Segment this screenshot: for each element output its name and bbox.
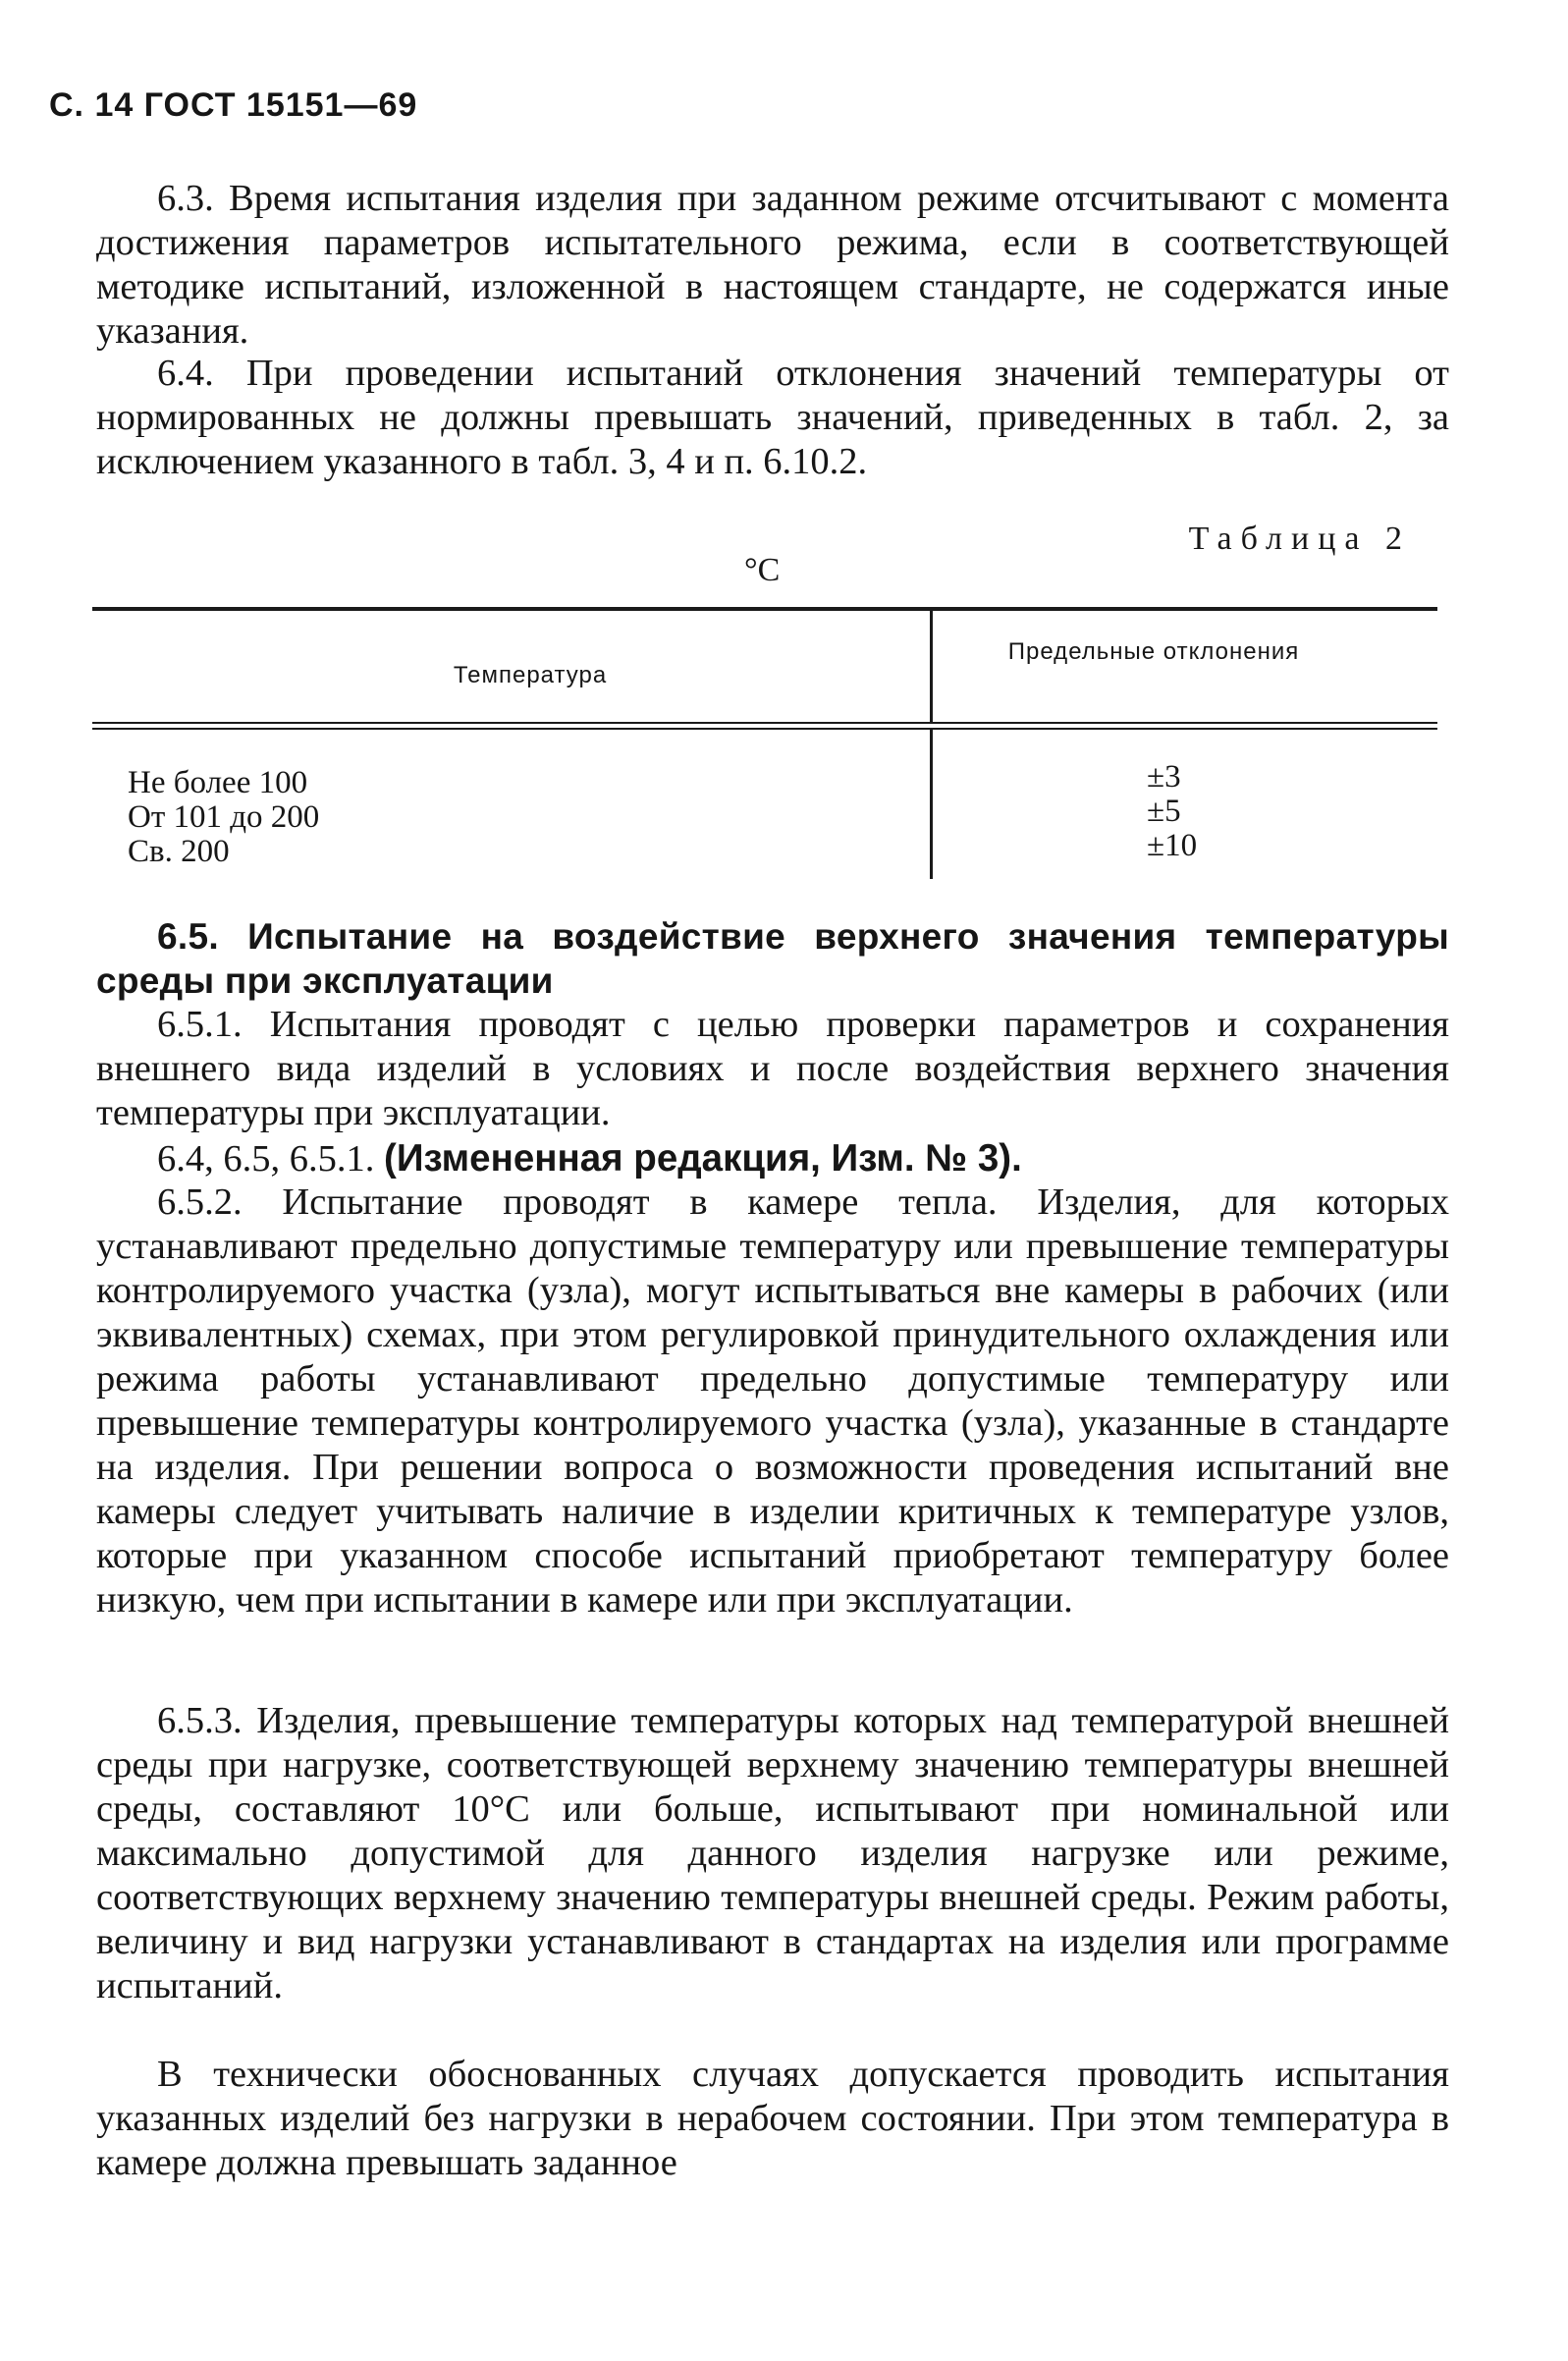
section-6-5-title: 6.5. Испытание на воздействие верхнего значения температуры среды при эксплуатации	[96, 916, 1449, 1001]
paragraph-6-5-3: 6.5.3. Изделия, превышение температуры которых над температурой внешней среды при нагрузке, соответствующей верхнему значению температуры внешней среды, составляют 10°С или больше, испытывают при номинальной или максимально допустимой для данного изделия нагрузке или режиме, соответствующих верхнему значению температуры внешней среды. Режим работы, величину и вид нагрузки устанавливают в стандартах на изделия или программе испытаний.	[96, 1700, 1449, 2006]
table-row-deviation: ±5	[1147, 794, 1181, 829]
table-caption: Таблица 2	[1188, 521, 1411, 557]
amendment-text: (Измененная редакция, Изм. № 3).	[384, 1137, 1022, 1180]
table-header-divider	[930, 611, 933, 722]
table-body-divider	[930, 730, 933, 879]
table-top-rule	[92, 607, 1437, 611]
table-row-temperature: От 101 до 200	[128, 799, 320, 835]
paragraph-6-5-1: 6.5.1. Испытания проводят с целью проверки параметров и сохранения внешнего вида изделий в условиях и после воздействия верхнего значения температуры при эксплуатации.	[96, 1004, 1449, 1133]
column-header-temperature: Температура	[453, 662, 608, 688]
table-unit: °С	[744, 552, 781, 588]
paragraph-6-3: 6.3. Время испытания изделия при заданном режиме отсчитывают с момента достижения параметров испытательного режима, если в соответствующей методике испытаний, изложенной в настоящем стандарте, не содержатся иные указания.	[96, 178, 1449, 352]
table-header-rule-1	[92, 722, 1437, 724]
paragraph-final: В технически обоснованных случаях допускается проводить испытания указанных изделий без нагрузки в нерабочем состоянии. При этом температура в камере должна превышать заданное	[96, 2054, 1449, 2183]
amendment-refs: 6.4, 6.5, 6.5.1.	[157, 1138, 375, 1180]
column-header-deviation: Предельные отклонения	[1007, 638, 1300, 665]
table-row-deviation: ±3	[1147, 759, 1181, 795]
running-head: С. 14 ГОСТ 15151—69	[49, 86, 418, 124]
table-row-temperature: Св. 200	[128, 834, 230, 869]
table-header-rule-2	[92, 728, 1437, 730]
paragraph-6-5-2: 6.5.2. Испытание проводят в камере тепла. Изделия, для которых устанавливают предельно допустимые температуру или превышение температуры контролируемого участка (узла), могут испытываться вне камеры в рабочих (или эквивалентных) схемах, при этом регулировкой принудительного охлаждения или режима работы устанавливают предельно допустимые температуру или превышение температуры контролируемого участка (узла), указанные в стандарте на изделия. При решении вопроса о возможности проведения испытаний вне камеры следует учитывать наличие в изделии критичных к температуре узлов, которые при указанном способе испытаний приобретают температуру более низкую, чем при испытании в камере или при эксплуатации.	[96, 1181, 1449, 1620]
table-row-temperature: Не более 100	[128, 765, 308, 800]
amendment-note	[96, 1136, 1449, 1181]
paragraph-6-4: 6.4. При проведении испытаний отклонения значений температуры от нормированных не должны превышать значений, приведенных в табл. 2, за исключением указанного в табл. 3, 4 и п. 6.10.2.	[96, 353, 1449, 482]
table-row-deviation: ±10	[1147, 828, 1198, 863]
